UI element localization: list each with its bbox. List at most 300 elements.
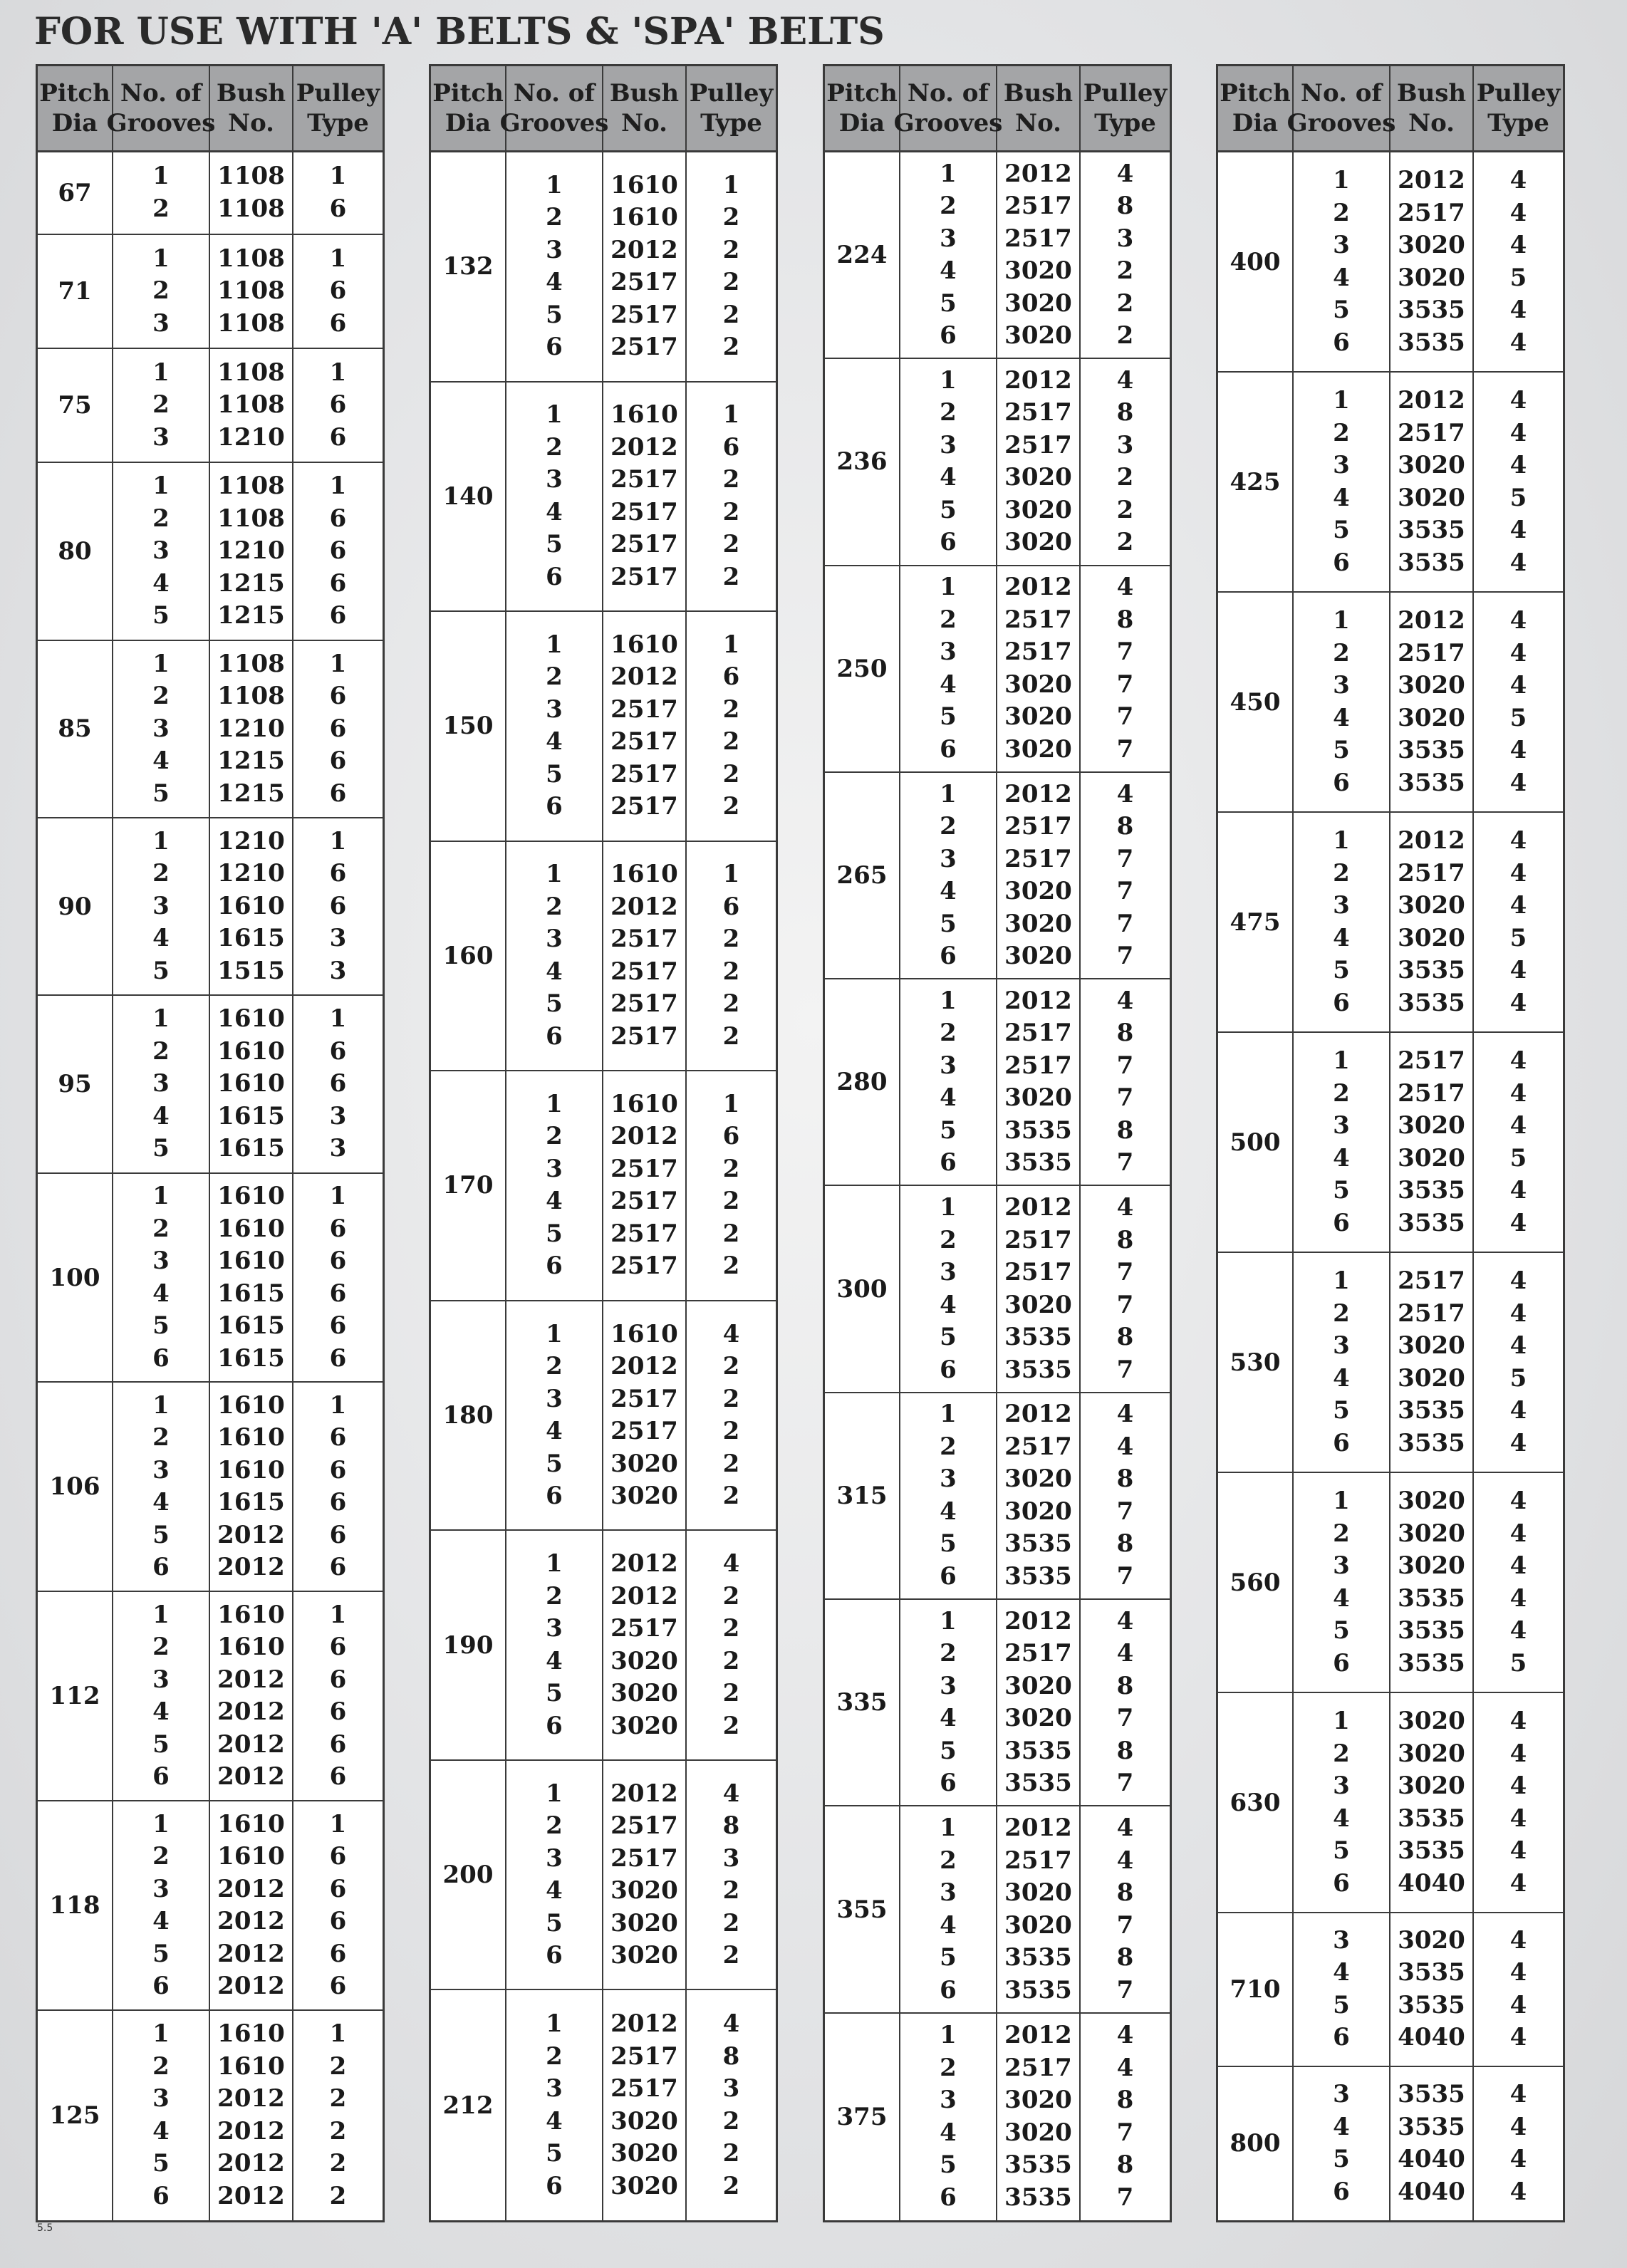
bush-value: 2517	[1004, 1225, 1072, 1254]
grooves-value: 1	[546, 400, 563, 430]
bush-value: 3535	[1398, 1396, 1465, 1425]
type-cell	[687, 1301, 776, 1530]
bush-value: 3020	[1398, 1925, 1465, 1955]
type-value: 4	[1509, 891, 1527, 920]
grooves-value: 6	[1333, 1208, 1350, 1237]
bush-cell	[603, 612, 687, 841]
bush-cell	[997, 359, 1081, 564]
type-value: 2	[722, 957, 740, 986]
grooves-value: 6	[940, 1975, 957, 2004]
bush-value: 2517	[610, 727, 678, 756]
grooves-value: 4	[152, 924, 170, 953]
bush-value: 3020	[1398, 1772, 1465, 1801]
type-value: 4	[1116, 159, 1134, 188]
type-value: 5	[1509, 483, 1527, 512]
header-pitch-line: Dia	[838, 109, 885, 137]
bush-cell	[1391, 152, 1474, 371]
bush-value: 2517	[1004, 1846, 1072, 1875]
bush-value: 2517	[1398, 198, 1465, 227]
type-value: 2	[722, 1908, 740, 1937]
bush-value: 1215	[217, 568, 285, 598]
type-value: 7	[1116, 1561, 1134, 1591]
type-value: 2	[722, 925, 740, 954]
type-value: 5	[1509, 703, 1527, 732]
type-value: 4	[1509, 1176, 1527, 1205]
type-value: 2	[722, 1417, 740, 1445]
header-bush-line: No.	[1408, 109, 1455, 137]
type-cell	[293, 463, 383, 639]
table-header	[1218, 66, 1563, 152]
grooves-value: 2	[940, 1225, 957, 1254]
grooves-value: 1	[1333, 606, 1350, 635]
grooves-value: 5	[1333, 2145, 1350, 2174]
bush-value: 3535	[1398, 1836, 1465, 1866]
bush-value: 1108	[217, 649, 285, 678]
bush-value: 2012	[1004, 573, 1072, 602]
pitch-dia-cell: 95	[38, 996, 113, 1172]
type-cell	[1081, 152, 1170, 358]
bush-value: 1610	[217, 1633, 285, 1662]
grooves-value: 2	[1333, 198, 1350, 227]
bush-value: 2517	[1004, 430, 1072, 459]
grooves-value: 4	[546, 957, 563, 986]
grooves-value: 4	[1333, 1143, 1350, 1172]
pitch-group-212	[431, 1990, 776, 2220]
bush-value: 1610	[217, 1600, 285, 1629]
type-value: 4	[1509, 1428, 1527, 1457]
bush-value: 1610	[217, 2051, 285, 2081]
bush-value: 3020	[1398, 231, 1465, 259]
type-value: 7	[1116, 2183, 1134, 2212]
grooves-value: 4	[152, 568, 170, 598]
type-value: 4	[1116, 2021, 1134, 2050]
type-value: 2	[1116, 495, 1134, 524]
bush-value: 2517	[610, 1811, 678, 1841]
bush-value: 2012	[1004, 986, 1072, 1015]
type-value: 3	[329, 924, 347, 953]
grooves-value: 3	[1333, 1551, 1350, 1581]
bush-value: 2517	[610, 1187, 678, 1216]
grooves-value: 4	[940, 1497, 957, 1526]
type-value: 4	[1509, 1487, 1527, 1516]
type-value: 4	[1509, 858, 1527, 888]
type-cell	[1474, 373, 1563, 591]
grooves-value: 1	[1333, 166, 1350, 194]
grooves-value: 6	[940, 942, 957, 971]
type-cell	[293, 818, 383, 994]
grooves-value: 3	[1333, 671, 1350, 700]
grooves-value: 2	[940, 605, 957, 634]
bush-value: 3020	[1004, 1878, 1072, 1908]
grooves-value: 1	[546, 630, 563, 659]
header-bush-line: Bush	[1396, 79, 1467, 108]
grooves-value: 5	[152, 1134, 170, 1163]
type-value: 8	[1116, 1019, 1134, 1048]
bush-value: 2012	[610, 1122, 678, 1151]
bush-value: 3535	[1398, 1616, 1465, 1645]
grooves-value: 3	[1333, 451, 1350, 480]
bush-value: 2012	[1398, 166, 1465, 194]
type-value: 6	[329, 601, 347, 630]
bush-value: 1108	[217, 504, 285, 533]
bush-value: 2012	[217, 1520, 285, 1549]
type-value: 6	[329, 1762, 347, 1791]
bush-value: 3020	[1398, 1143, 1465, 1172]
type-value: 1	[329, 162, 347, 191]
type-value: 2	[722, 792, 740, 821]
grooves-value: 5	[546, 759, 563, 789]
bush-value: 3535	[1004, 1975, 1072, 2004]
type-value: 7	[1116, 1148, 1134, 1177]
type-value: 4	[1116, 1193, 1134, 1222]
bush-value: 2517	[610, 497, 678, 526]
grooves-value: 3	[546, 235, 563, 264]
bush-cell	[603, 1990, 687, 2220]
type-value: 1	[329, 472, 347, 501]
bush-value: 1210	[217, 422, 285, 452]
pitch-dia-cell: 475	[1218, 813, 1294, 1031]
pitch-group-200	[431, 1761, 776, 1991]
type-cell	[293, 1801, 383, 2009]
type-value: 7	[1116, 638, 1134, 667]
bush-value: 2517	[610, 1219, 678, 1248]
grooves-value: 4	[1333, 1804, 1350, 1833]
header-bush-line: Bush	[1003, 79, 1074, 108]
grooves-value: 5	[152, 1729, 170, 1759]
grooves-value: 1	[1333, 1707, 1350, 1736]
type-value: 6	[329, 1972, 347, 2001]
pitch-dia-cell: 300	[825, 1186, 900, 1391]
bush-cell	[997, 773, 1081, 978]
type-cell	[1081, 2014, 1170, 2220]
bush-value: 2517	[1004, 605, 1072, 634]
pitch-group-265	[825, 773, 1170, 979]
pitch-group-125	[38, 2011, 383, 2220]
pitch-dia-cell: 112	[38, 1592, 113, 1800]
pitch-group-355	[825, 1806, 1170, 2013]
pitch-dia-cell: 265	[825, 773, 900, 978]
type-value: 7	[1116, 1290, 1134, 1319]
grooves-value: 3	[152, 891, 170, 920]
pitch-group-710	[1218, 1913, 1563, 2066]
grooves-value: 4	[546, 1417, 563, 1445]
type-value: 6	[722, 662, 740, 692]
bush-value: 2012	[217, 2116, 285, 2145]
grooves-value: 3	[546, 695, 563, 724]
bush-cell	[603, 1071, 687, 1300]
bush-value: 2517	[610, 759, 678, 789]
type-value: 4	[1509, 2080, 1527, 2109]
type-value: 7	[1116, 877, 1134, 906]
pitch-group-71	[38, 235, 383, 349]
bush-value: 1610	[217, 1423, 285, 1452]
bush-value: 3020	[1004, 1671, 1072, 1700]
header-pitch	[38, 66, 113, 150]
type-value: 2	[722, 1449, 740, 1478]
grooves-value: 3	[940, 1878, 957, 1908]
type-value: 4	[1509, 1990, 1527, 2019]
type-value: 7	[1116, 909, 1134, 938]
bush-value: 2012	[217, 2149, 285, 2178]
grooves-value: 3	[940, 1258, 957, 1287]
bush-value: 2517	[610, 695, 678, 724]
bush-value: 3535	[1398, 1176, 1465, 1205]
bush-value: 2012	[610, 1352, 678, 1380]
bush-cell	[603, 1301, 687, 1530]
type-value: 1	[329, 1182, 347, 1211]
grooves-value: 3	[152, 1665, 170, 1694]
grooves-value: 2	[152, 194, 170, 223]
grooves-value: 3	[546, 1614, 563, 1643]
type-value: 7	[1116, 1355, 1134, 1384]
type-value: 2	[1116, 321, 1134, 350]
bush-value: 1215	[217, 747, 285, 776]
grooves-value: 2	[1333, 418, 1350, 447]
type-value: 2	[722, 727, 740, 756]
type-value: 6	[329, 714, 347, 743]
bush-value: 3020	[1398, 483, 1465, 512]
grooves-value: 3	[152, 1069, 170, 1098]
bush-value: 3020	[610, 1908, 678, 1937]
type-value: 6	[329, 1633, 347, 1662]
bush-value: 1610	[217, 1455, 285, 1484]
header-grooves-line: Grooves	[893, 109, 1003, 137]
type-value: 8	[1116, 1736, 1134, 1765]
header-grooves	[106, 66, 216, 150]
bush-value: 3020	[1004, 463, 1072, 492]
bush-value: 3020	[1398, 1707, 1465, 1736]
type-cell	[293, 1383, 383, 1591]
grooves-cell	[900, 1806, 997, 2012]
bush-value: 3020	[1398, 923, 1465, 952]
bush-value: 3535	[1398, 1804, 1465, 1833]
bush-value: 2012	[1004, 1606, 1072, 1635]
bush-value: 2012	[217, 1553, 285, 1582]
type-value: 3	[329, 956, 347, 985]
type-value: 2	[722, 1614, 740, 1643]
bush-value: 3535	[1004, 1769, 1072, 1798]
type-value: 7	[1116, 942, 1134, 971]
grooves-value: 2	[940, 2053, 957, 2082]
grooves-cell	[113, 235, 210, 348]
type-value: 2	[722, 2106, 740, 2136]
grooves-value: 2	[152, 1423, 170, 1452]
type-cell	[1474, 1253, 1563, 1472]
bush-value: 3020	[610, 1711, 678, 1740]
grooves-value: 2	[152, 1036, 170, 1066]
type-value: 2	[722, 695, 740, 724]
bush-value: 2517	[610, 530, 678, 559]
type-value: 6	[722, 1122, 740, 1151]
bush-value: 3020	[610, 1482, 678, 1510]
bush-value: 2517	[1398, 1266, 1465, 1296]
grooves-value: 4	[546, 1187, 563, 1216]
grooves-value: 1	[1333, 1487, 1350, 1516]
bush-cell	[210, 349, 293, 462]
bush-cell	[1391, 1033, 1474, 1252]
pitch-dia-cell: 190	[431, 1531, 506, 1759]
pitch-dia-cell: 560	[1218, 1473, 1294, 1692]
type-value: 6	[329, 1842, 347, 1871]
pitch-dia-cell: 530	[1218, 1253, 1294, 1472]
table-header	[38, 66, 383, 152]
type-value: 1	[329, 1809, 347, 1838]
pitch-group-190	[431, 1531, 776, 1761]
pitch-dia-cell: 118	[38, 1801, 113, 2009]
bush-value: 3020	[1004, 288, 1072, 318]
grooves-value: 3	[546, 1384, 563, 1413]
grooves-cell	[113, 349, 210, 462]
grooves-value: 2	[940, 1846, 957, 1875]
grooves-value: 1	[940, 2021, 957, 2050]
header-bush-line: No.	[228, 109, 274, 137]
grooves-value: 5	[152, 1311, 170, 1341]
grooves-value: 1	[546, 1319, 563, 1348]
type-value: 5	[1509, 923, 1527, 952]
bush-cell	[210, 1174, 293, 1382]
type-value: 1	[329, 649, 347, 678]
grooves-value: 6	[546, 2171, 563, 2200]
bush-value: 3020	[1398, 1363, 1465, 1393]
grooves-cell	[506, 152, 603, 381]
pitch-group-180	[431, 1301, 776, 1531]
grooves-value: 6	[152, 1553, 170, 1582]
type-value: 6	[329, 390, 347, 420]
pitch-dia-cell: 125	[38, 2011, 113, 2220]
type-cell	[1081, 1186, 1170, 1391]
type-value: 3	[1116, 224, 1134, 253]
grooves-value: 6	[152, 1343, 170, 1373]
grooves-value: 3	[546, 2074, 563, 2103]
type-value: 6	[329, 1311, 347, 1341]
type-value: 1	[329, 1600, 347, 1629]
grooves-value: 4	[940, 1290, 957, 1319]
bush-value: 1610	[610, 860, 678, 889]
grooves-value: 6	[1333, 2023, 1350, 2052]
grooves-value: 2	[152, 682, 170, 711]
grooves-value: 2	[546, 892, 563, 921]
grooves-value: 6	[546, 1711, 563, 1740]
bush-value: 1108	[217, 308, 285, 338]
grooves-value: 5	[940, 1529, 957, 1559]
bush-value: 1610	[217, 1036, 285, 1066]
type-value: 2	[1116, 256, 1134, 286]
bush-value: 4040	[1398, 2177, 1465, 2206]
grooves-cell	[113, 152, 210, 234]
grooves-value: 2	[546, 1122, 563, 1151]
pitch-group-300	[825, 1186, 1170, 1393]
bush-value: 1108	[217, 244, 285, 273]
type-value: 6	[329, 1488, 347, 1517]
header-grooves	[1286, 66, 1396, 150]
pitch-dia-cell: 160	[431, 842, 506, 1071]
bush-value: 2012	[217, 1907, 285, 1936]
grooves-value: 1	[152, 826, 170, 855]
bush-value: 2012	[217, 1939, 285, 1968]
type-cell	[1474, 2067, 1563, 2220]
type-value: 8	[1116, 812, 1134, 841]
type-value: 2	[722, 530, 740, 559]
grooves-value: 4	[546, 2106, 563, 2136]
bush-value: 3535	[1398, 328, 1465, 357]
pitch-group-150	[431, 612, 776, 842]
bush-value: 3020	[610, 2139, 678, 2168]
bush-value: 3535	[1004, 1529, 1072, 1559]
type-value: 7	[1116, 2118, 1134, 2147]
bush-value: 2012	[1004, 2021, 1072, 2050]
bush-value: 2517	[610, 300, 678, 329]
type-value: 7	[1116, 1258, 1134, 1287]
grooves-value: 2	[152, 276, 170, 306]
bush-value: 2012	[1004, 779, 1072, 808]
bush-value: 3535	[1398, 956, 1465, 985]
pitch-dia-cell: 170	[431, 1071, 506, 1300]
grooves-value: 1	[546, 1549, 563, 1578]
header-bush-line: No.	[621, 109, 667, 137]
type-value: 8	[1116, 1878, 1134, 1908]
grooves-value: 5	[1333, 1616, 1350, 1645]
bush-value: 2012	[217, 1874, 285, 1903]
type-value: 4	[1509, 2145, 1527, 2174]
grooves-value: 5	[1333, 1836, 1350, 1866]
pitch-dia-cell: 500	[1218, 1033, 1294, 1252]
grooves-value: 6	[546, 1252, 563, 1281]
grooves-value: 5	[546, 530, 563, 559]
type-value: 4	[1509, 1616, 1527, 1645]
grooves-value: 1	[1333, 386, 1350, 415]
bush-value: 1615	[217, 1488, 285, 1517]
pitch-dia-cell: 90	[38, 818, 113, 994]
grooves-value: 1	[152, 2019, 170, 2049]
type-value: 2	[722, 989, 740, 1019]
type-value: 6	[329, 1214, 347, 1243]
grooves-value: 4	[940, 463, 957, 492]
grooves-value: 2	[940, 812, 957, 841]
grooves-value: 3	[940, 638, 957, 667]
type-value: 4	[1116, 1846, 1134, 1875]
type-value: 1	[329, 1390, 347, 1420]
bush-cell	[997, 566, 1081, 771]
header-grooves-line: No. of	[907, 79, 989, 108]
bush-value: 2517	[610, 1843, 678, 1873]
grooves-cell	[113, 1592, 210, 1800]
bush-value: 1210	[217, 859, 285, 888]
grooves-value: 1	[546, 1779, 563, 1808]
grooves-value: 6	[546, 333, 563, 362]
grooves-value: 1	[940, 779, 957, 808]
bush-value: 1108	[217, 162, 285, 191]
grooves-value: 2	[1333, 1519, 1350, 1548]
type-value: 8	[722, 1811, 740, 1841]
grooves-value: 3	[152, 422, 170, 452]
header-type-line: Pulley	[296, 79, 380, 108]
bush-value: 3020	[1004, 256, 1072, 286]
grooves-value: 6	[1333, 548, 1350, 577]
grooves-cell	[506, 612, 603, 841]
type-value: 8	[1116, 1465, 1134, 1494]
bush-cell	[603, 383, 687, 611]
type-value: 4	[722, 1319, 740, 1348]
type-value: 6	[329, 194, 347, 223]
bush-value: 2012	[217, 1972, 285, 2001]
type-cell	[1474, 1693, 1563, 1912]
bush-value: 1215	[217, 779, 285, 808]
bush-cell	[997, 1806, 1081, 2012]
pitch-group-560	[1218, 1473, 1563, 1693]
grooves-value: 4	[940, 1704, 957, 1733]
bush-value: 2012	[610, 1581, 678, 1611]
grooves-value: 2	[152, 1842, 170, 1871]
